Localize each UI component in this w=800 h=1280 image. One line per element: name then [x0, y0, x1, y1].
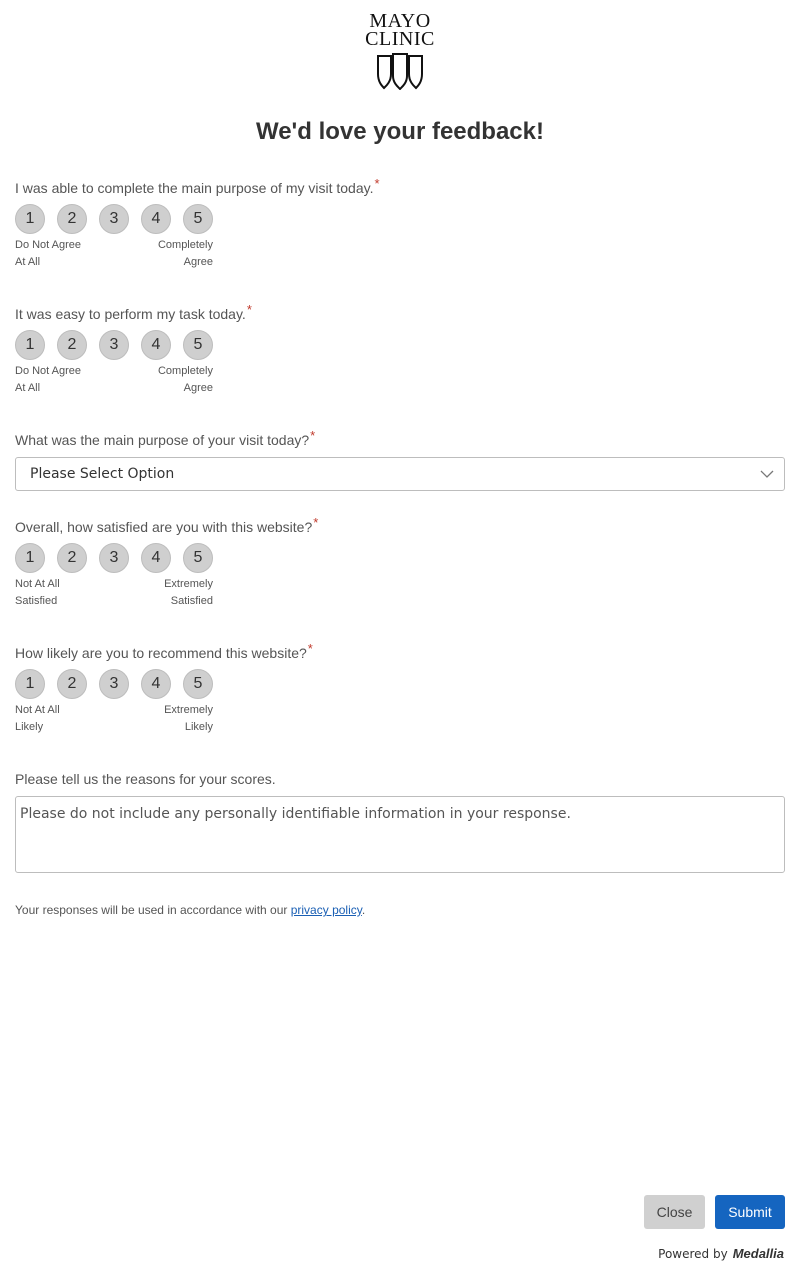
- question-1-label: [15, 176, 380, 196]
- q4-low-label-line: Not At All: [15, 578, 60, 590]
- q4-high-label: [133, 576, 213, 610]
- q2-high-label-line: Agree: [183, 382, 213, 394]
- q2-option-5[interactable]: 5: [183, 330, 213, 360]
- q5-option-2[interactable]: 2: [57, 669, 87, 699]
- q1-low-label: [15, 237, 95, 271]
- q5-option-4[interactable]: 4: [141, 669, 171, 699]
- q5-high-label-line: Extremely: [164, 704, 213, 716]
- q2-option-1[interactable]: 1: [15, 330, 45, 360]
- q2-low-label: [15, 363, 95, 397]
- q4-option-4[interactable]: 4: [141, 543, 171, 573]
- q4-high-label-line: Satisfied: [170, 595, 213, 607]
- q5-option-1[interactable]: 1: [15, 669, 45, 699]
- close-button[interactable]: Close: [644, 1195, 705, 1229]
- q4-option-1[interactable]: 1: [15, 543, 45, 573]
- q4-option-3[interactable]: 3: [99, 543, 129, 573]
- question-6-label: Please tell us the reasons for your scores.: [15, 771, 276, 787]
- q4-high-label-line: Extremely: [164, 578, 213, 590]
- privacy-notice: [15, 903, 365, 917]
- q1-option-3[interactable]: 3: [99, 204, 129, 234]
- textarea-placeholder: Please do not include any personally identifiable information in your response.: [20, 806, 571, 822]
- question-3-text: What was the main purpose of your visit today?: [15, 432, 310, 448]
- q5-low-label-line: Likely: [15, 721, 44, 733]
- powered-by: [658, 1246, 784, 1261]
- q5-low-label-line: Not At All: [15, 704, 60, 716]
- medallia-logo: Medallia: [732, 1246, 784, 1261]
- logo-line-1: MAYO: [369, 10, 431, 32]
- q1-option-1[interactable]: 1: [15, 204, 45, 234]
- required-marker: *: [246, 302, 252, 317]
- q2-option-2[interactable]: 2: [57, 330, 87, 360]
- question-5-scale: [15, 669, 215, 699]
- q5-option-3[interactable]: 3: [99, 669, 129, 699]
- q2-high-label-line: Completely: [157, 365, 213, 377]
- q1-high-label: [133, 237, 213, 271]
- q2-option-3[interactable]: 3: [99, 330, 129, 360]
- privacy-suffix: .: [361, 903, 366, 917]
- question-4-scale: [15, 543, 215, 573]
- question-1-text: I was able to complete the main purpose of my visit today.: [15, 180, 374, 196]
- select-value: Please Select Option: [30, 466, 175, 482]
- powered-by-text: Powered by: [658, 1247, 728, 1261]
- question-5-label: [15, 641, 313, 661]
- mayo-clinic-logo: [360, 12, 440, 90]
- question-4-text: Overall, how satisfied are you with this website?: [15, 519, 313, 535]
- question-2-label: [15, 302, 252, 322]
- submit-button[interactable]: Submit: [715, 1195, 785, 1229]
- q4-option-5[interactable]: 5: [183, 543, 213, 573]
- question-1-scale: [15, 204, 215, 234]
- q4-low-label-line: Satisfied: [15, 595, 58, 607]
- required-marker: *: [313, 515, 319, 530]
- q1-high-label-line: Completely: [157, 239, 213, 251]
- q2-low-label-line: Do Not Agree: [15, 365, 82, 377]
- q5-option-5[interactable]: 5: [183, 669, 213, 699]
- q5-high-label: [133, 702, 213, 736]
- q5-low-label: [15, 702, 95, 736]
- question-5-text: How likely are you to recommend this website?: [15, 645, 307, 661]
- q1-low-label-line: At All: [15, 256, 41, 268]
- required-marker: *: [310, 428, 316, 443]
- reasons-textarea[interactable]: [15, 796, 785, 873]
- shield-icon: [375, 52, 425, 90]
- q1-option-2[interactable]: 2: [57, 204, 87, 234]
- q4-option-2[interactable]: 2: [57, 543, 87, 573]
- q1-option-5[interactable]: 5: [183, 204, 213, 234]
- question-2-text: It was easy to perform my task today.: [15, 306, 246, 322]
- q1-option-4[interactable]: 4: [141, 204, 171, 234]
- q4-low-label: [15, 576, 95, 610]
- logo-line-2: CLINIC: [365, 28, 435, 50]
- visit-purpose-select[interactable]: [15, 457, 785, 491]
- q2-option-4[interactable]: 4: [141, 330, 171, 360]
- required-marker: *: [374, 176, 380, 191]
- chevron-down-icon: [760, 469, 774, 479]
- question-4-label: [15, 515, 319, 535]
- q1-low-label-line: Do Not Agree: [15, 239, 82, 251]
- q2-high-label: [133, 363, 213, 397]
- q5-high-label-line: Likely: [184, 721, 213, 733]
- q1-high-label-line: Agree: [183, 256, 213, 268]
- required-marker: *: [307, 641, 313, 656]
- question-2-scale: [15, 330, 215, 360]
- q2-low-label-line: At All: [15, 382, 41, 394]
- privacy-prefix: Your responses will be used in accordance with our: [15, 903, 291, 917]
- question-3-label: [15, 428, 316, 448]
- privacy-policy-link[interactable]: privacy policy: [290, 903, 362, 917]
- page-title: We'd love your feedback!: [255, 118, 544, 145]
